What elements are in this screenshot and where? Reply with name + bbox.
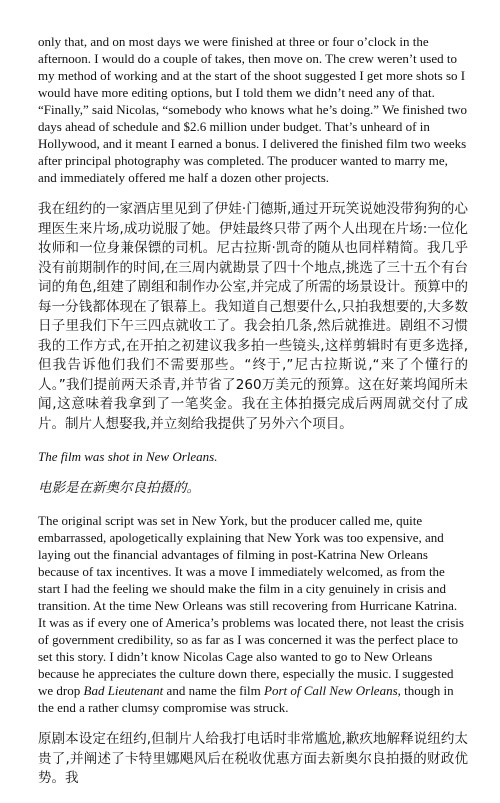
film-title-port-of-call: Port of Call New Orleans [264,683,398,698]
section-heading-english: The film was shot in New Orleans. [38,449,218,464]
paragraph-2-english-part-a: The original script was set in New York, but the producer called me, quite embarrassed, apologetically explaining that New York was too expensive, and laying out the financial advantages of filming in post-Katrina New Orleans because of tax incentives. It was a move I immediately welcomed, as from the start I had the feeling we should make the film in a city genuinely in crisis and transition. At the time New Orleans was still recovering from Hurricane Katrina. It was as if every one of America’s problems was located there, not least the crisis of government credibility, so as far as I was concerned it was the perfect place to set this story. I didn’t know Nicolas Cage also wanted to go to New Orleans because he appreciates the culture down there, especially the music. I suggested we drop [38,513,464,698]
film-title-bad-lieutenant: Bad Lieutenant [83,683,164,698]
section-heading-chinese: 电影是在新奥尔良拍摄的。 [38,480,200,496]
document-page [38,33,468,803]
paragraph-1-english: only that, and on most days we were finished at three or four o’clock in the afternoon. I would do a couple of takes, then move on. The crew weren’t used to my method of working and at the start of the shoot suggested I get more shots so I would have more editing options, but I told them we didn’t need any of that. “Finally,” said Nicolas, “somebody who knows what he’s doing.” We finished two days ahead of schedule and $2.6 million under budget. That’s unheard of in Hollywood, and it meant I earned a bonus. I delivered the finished film two weeks after principal photography was completed. The producer wanted to marry me, and immediately offered me half a dozen other projects. [38,34,467,185]
paragraph-2-english [38,512,468,716]
paragraph-1-chinese: 我在纽约的一家酒店里见到了伊娃·门德斯,通过开玩笑说她没带狗狗的心理医生来片场,成功说服了她。伊娃最终只带了两个人出现在片场:一位化妆师和一位身兼保镖的司机。尼古拉斯·凯奇的随从也同样精简。我几乎没有前期制作的时间,在三周内就勘景了四十个地点,挑选了三十五个有台词的角色,组建了剧组和制作办公室,并完成了所需的场景设计。预算中的每一分钱都体现在了银幕上。我知道自己想要什么,只拍我想要的,大多数日子里我们下午三四点就收工了。我会拍几条,然后就推进。剧组不习惯我的工作方式,在开拍之初建议我多拍一些镜头,这样剪辑时有更多选择,但我告诉他们我们不需要那些。“终于,”尼古拉斯说,“来了个懂行的人。”我们提前两天杀青,并节省了260万美元的预算。这在好莱坞闻所未闻,这意味着我拿到了一笔奖金。我在主体拍摄完成后两周就交付了成片。制片人想娶我,并立刻给我提供了另外六个项目。 [38,201,468,432]
paragraph-2-english-part-c: , though in the end a rather clumsy compromise was struck. [38,683,454,715]
paragraph-2-chinese: 原剧本设定在纽约,但制片人给我打电话时非常尴尬,歉疚地解释说纽约太贵了,并阐述了卡特里娜飓风后在税收优惠方面去新奥尔良拍摄的财政优势。我 [38,731,468,786]
paragraph-2-english-part-b: and name the film [163,683,265,698]
